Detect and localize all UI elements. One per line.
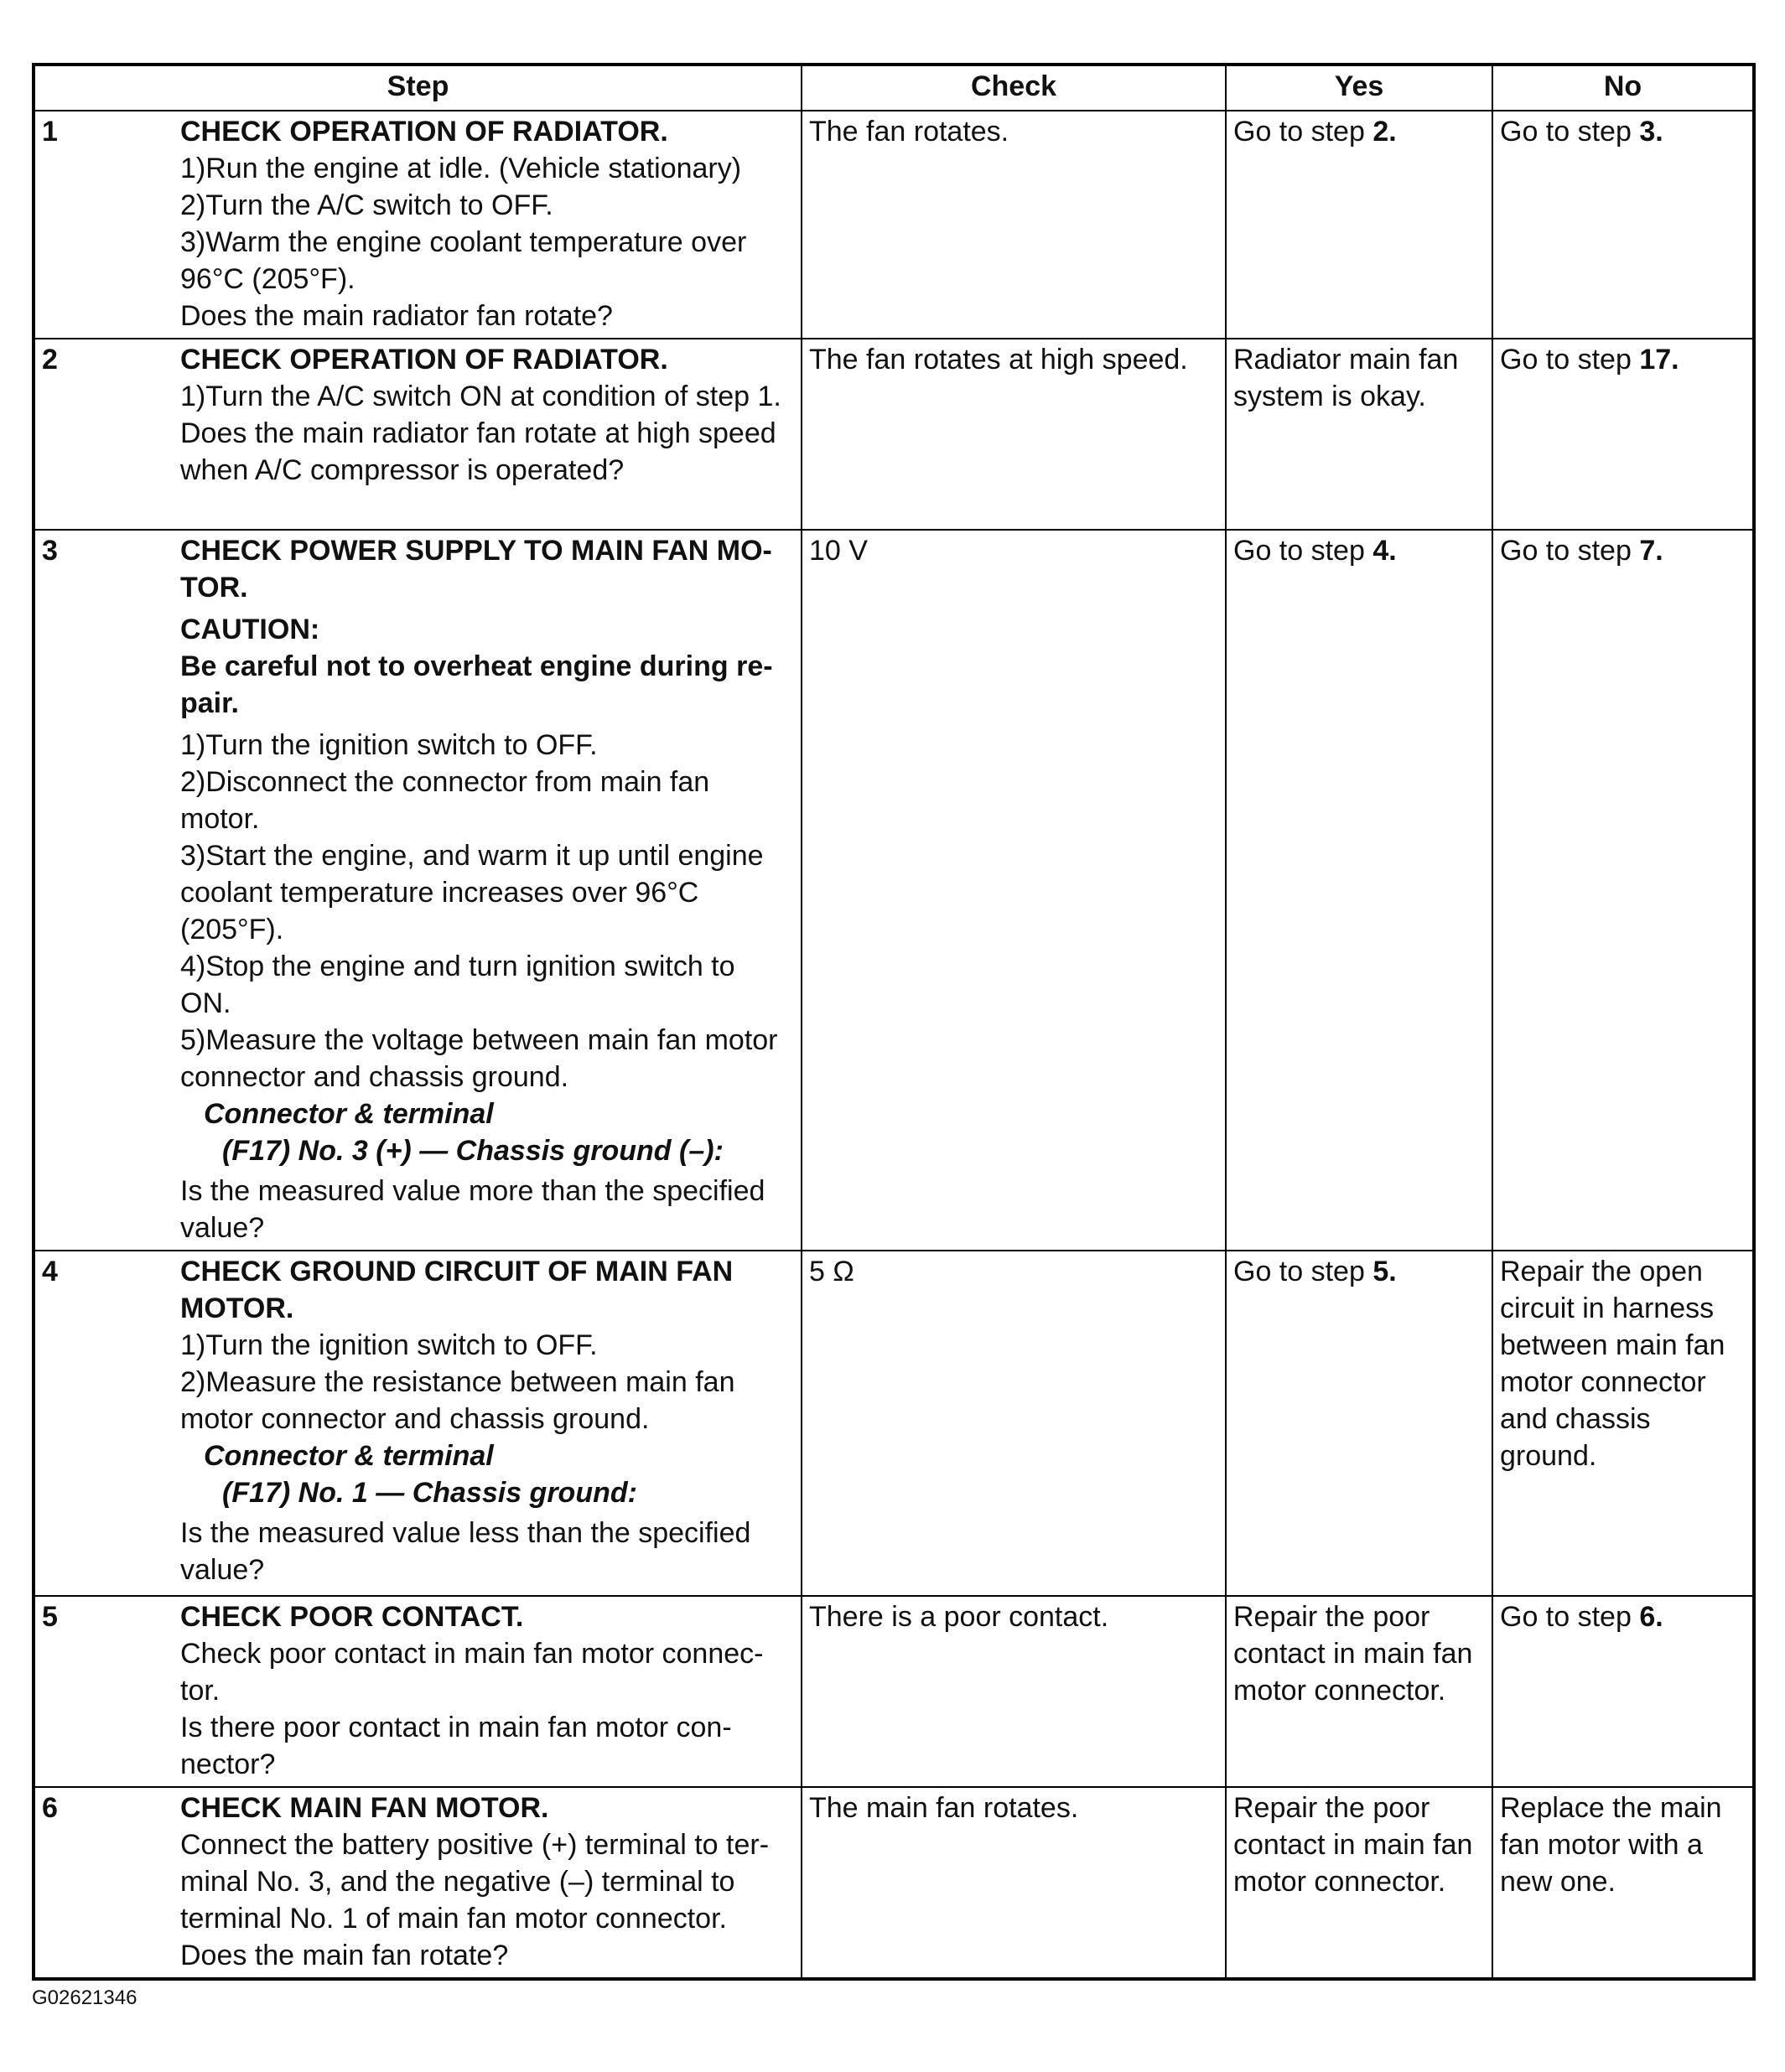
step-cell [34,1596,802,1787]
yes-cell: Radiator main fan system is okay. [1226,339,1492,530]
yes-cell [1226,111,1492,339]
check-cell: The main fan rotates. [802,1787,1226,1979]
no-prefix: Go to step [1500,116,1640,148]
step-line: 1)Turn the A/C switch ON at condition of step 1. [180,381,781,412]
step-line: 4)Stop the engine and turn ignition switch to ON. [180,951,735,1019]
header-no: No [1492,65,1754,111]
step-question: Does the main radiator fan rotate at high speed when A/C compressor is operated? [180,417,776,486]
step-title: CHECK POOR CONTACT. [180,1601,524,1633]
step-question: Is the measured value more than the specified value? [180,1175,765,1244]
step-number: 2 [42,344,58,376]
check-cell: The fan rotates at high speed. [802,339,1226,530]
step-line: 3)Warm the engine coolant temperature over 96°C (205°F). [180,226,747,295]
connector-value: (F17) No. 3 (+) — Chassis ground (–): [222,1135,724,1167]
step-cell [34,339,802,530]
step-cell [34,1251,802,1596]
figure-id: G02621346 [32,1987,138,2009]
step-title: CHECK GROUND CIRCUIT OF MAIN FAN MOTOR. [180,1256,734,1324]
step-title: CHECK OPERATION OF RADIATOR. [180,344,668,376]
step-cell [34,111,802,339]
step-title: CHECK OPERATION OF RADIATOR. [180,116,668,148]
no-cell [1492,1596,1754,1787]
table-row [34,1251,1754,1596]
step-question: Is there poor contact in main fan motor con-nector? [180,1712,732,1780]
no-cell: Replace the main fan motor with a new one. [1492,1787,1754,1979]
step-line: 1)Run the engine at idle. (Vehicle stationary) [180,153,742,184]
step-line: 3)Start the engine, and warm it up until engine coolant temperature increases over 96°C (205°F). [180,840,764,945]
yes-prefix: Go to step [1233,116,1373,148]
check-cell: The fan rotates. [802,111,1226,339]
step-number: 5 [42,1601,58,1633]
step-cell [34,1787,802,1979]
step-cell [34,530,802,1251]
header-check: Check [802,65,1226,111]
step-line: 2)Disconnect the connector from main fan motor. [180,766,710,835]
yes-cell: Repair the poor contact in main fan motor connector. [1226,1596,1492,1787]
table-row [34,1787,1754,1979]
yes-cell: Repair the poor contact in main fan motor connector. [1226,1787,1492,1979]
step-title: CHECK POWER SUPPLY TO MAIN FAN MO-TOR. [180,535,772,603]
no-prefix: Go to step [1500,344,1640,376]
no-prefix: Go to step [1500,1601,1640,1633]
step-title: CHECK MAIN FAN MOTOR. [180,1792,549,1824]
no-cell: Repair the open circuit in harness between main fan motor connector and chassis ground. [1492,1251,1754,1596]
step-question: Does the main fan rotate? [180,1940,509,1971]
step-number: 1 [42,116,58,148]
header-yes: Yes [1226,65,1492,111]
step-line: 5)Measure the voltage between main fan motor connector and chassis ground. [180,1024,778,1093]
check-cell: 10 V [802,530,1226,1251]
step-number: 6 [42,1792,58,1824]
no-step-link: 17. [1639,344,1679,376]
no-prefix: Go to step [1500,535,1640,567]
no-cell [1492,111,1754,339]
step-line: Connect the battery positive (+) terminal to ter-minal No. 3, and the negative (–) terminal to terminal No. 1 of main fan motor connector. [180,1829,770,1935]
no-step-link: 3. [1639,116,1663,148]
header-row [34,65,1754,111]
table-row [34,1596,1754,1787]
step-number: 3 [42,535,58,567]
step-line: 2)Turn the A/C switch to OFF. [180,189,553,221]
step-line: 1)Turn the ignition switch to OFF. [180,1329,598,1361]
yes-prefix: Go to step [1233,535,1373,567]
yes-step-link: 2. [1372,116,1397,148]
header-step: Step [34,65,802,111]
yes-cell [1226,530,1492,1251]
yes-step-link: 5. [1372,1256,1397,1287]
step-question: Is the measured value less than the specified value? [180,1517,751,1586]
step-line: 2)Measure the resistance between main fan motor connector and chassis ground. [180,1366,735,1435]
caution-text: Be careful not to overheat engine during re-pair. [180,650,773,719]
check-cell: There is a poor contact. [802,1596,1226,1787]
yes-prefix: Go to step [1233,1256,1373,1287]
yes-cell [1226,1251,1492,1596]
connector-label: Connector & terminal [204,1440,494,1472]
diagnostic-table-wrapper [32,63,1752,1981]
connector-label: Connector & terminal [204,1098,494,1130]
diagnostic-table [32,63,1756,1981]
step-line: 1)Turn the ignition switch to OFF. [180,729,598,761]
table-row [34,530,1754,1251]
table-row [34,339,1754,530]
step-line: Check poor contact in main fan motor connec-tor. [180,1638,764,1707]
step-question: Does the main radiator fan rotate? [180,300,613,332]
connector-value: (F17) No. 1 — Chassis ground: [222,1477,637,1509]
no-cell [1492,530,1754,1251]
no-step-link: 6. [1639,1601,1663,1633]
table-row [34,111,1754,339]
no-cell [1492,339,1754,530]
caution-heading: CAUTION: [180,614,320,645]
no-step-link: 7. [1639,535,1663,567]
step-number: 4 [42,1256,58,1287]
check-cell: 5 Ω [802,1251,1226,1596]
yes-step-link: 4. [1372,535,1397,567]
